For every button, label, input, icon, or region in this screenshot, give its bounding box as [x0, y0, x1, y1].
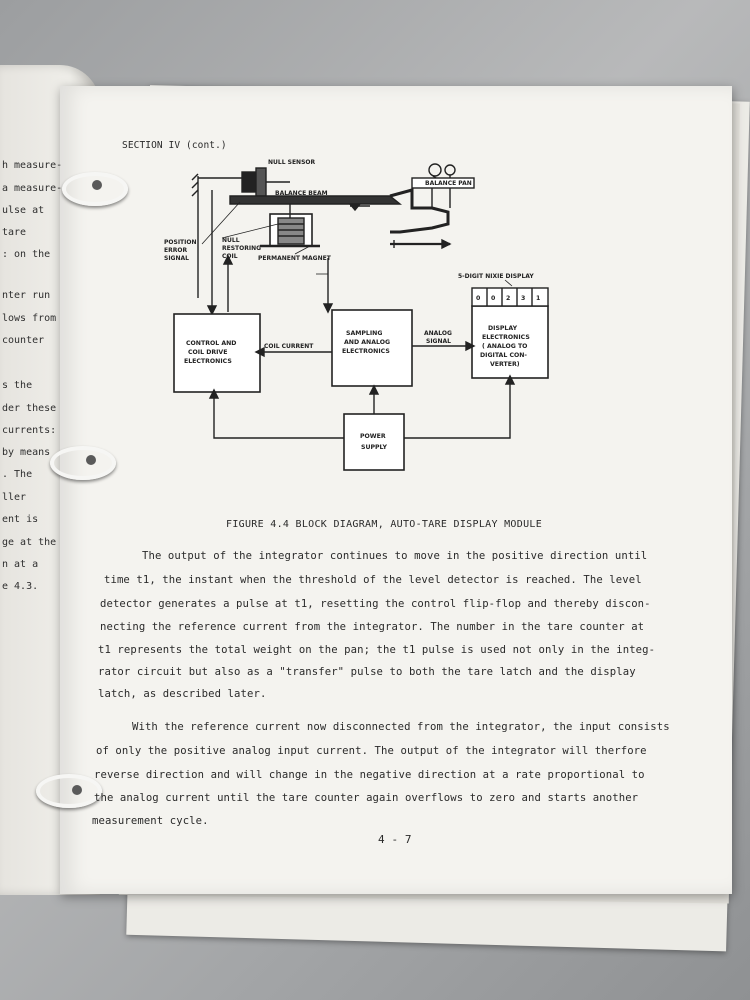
sampling-box-line: SAMPLING — [346, 330, 383, 337]
left-fragment: h measure- — [2, 160, 63, 171]
control-box-line: ELECTRONICS — [184, 358, 232, 365]
control-box-line: COIL DRIVE — [188, 349, 228, 356]
display-box-line: DIGITAL CON- — [480, 352, 527, 359]
paragraph-2-line: reverse direction and will change in the negative direction at a rate proportional to — [94, 769, 645, 781]
left-fragment: : on the — [2, 249, 51, 260]
left-fragment: by means — [2, 447, 51, 458]
binder-ring-middle — [50, 446, 116, 480]
display-box-line: VERTER) — [490, 361, 520, 368]
nixie-digit: 1 — [536, 295, 541, 302]
page-number: 4 - 7 — [378, 833, 412, 846]
label-signal: SIGNAL — [164, 255, 189, 262]
sampling-box-line: ELECTRONICS — [342, 348, 390, 355]
left-fragment: tare — [2, 227, 27, 238]
binder-ring-bottom — [36, 774, 102, 808]
label-coil-current: COIL CURRENT — [264, 343, 314, 350]
left-fragment: currents: — [2, 425, 57, 436]
left-fragment: counter — [2, 335, 45, 346]
paragraph-2-line: With the reference current now disconnected from the integrator, the input consists — [132, 721, 670, 733]
power-box-line: SUPPLY — [361, 444, 388, 451]
figure-caption: FIGURE 4.4 BLOCK DIAGRAM, AUTO-TARE DISPLAY MODULE — [226, 519, 543, 530]
paragraph-1-line: The output of the integrator continues to move in the positive direction until — [142, 550, 648, 562]
left-fragment: . The — [2, 469, 33, 480]
section-header: SECTION IV (cont.) — [122, 140, 227, 151]
left-fragment: s the — [2, 380, 33, 391]
left-fragment: n at a — [2, 559, 39, 570]
binder-ring-top — [62, 172, 128, 206]
left-fragment: der these — [2, 403, 57, 414]
paragraph-1-line: necting the reference current from the integrator. The number in the tare counter at — [100, 621, 645, 633]
control-box-line: CONTROL AND — [186, 340, 237, 347]
label-balance-pan: BALANCE PAN — [425, 180, 472, 187]
display-box-line: DISPLAY — [488, 325, 518, 332]
label-analog: ANALOG — [424, 330, 452, 337]
sampling-box-line: AND ANALOG — [344, 339, 391, 346]
nixie-digit: 0 — [491, 295, 496, 302]
paragraph-2-line: of only the positive analog input current. The output of the integrator will therfore — [96, 745, 647, 757]
left-fragment: a measure- — [2, 183, 63, 194]
label-nixie-display: 5-DIGIT NIXIE DISPLAY — [458, 273, 534, 280]
paragraph-1-line: latch, as described later. — [98, 688, 267, 700]
nixie-digit: 0 — [476, 295, 481, 302]
paragraph-2-line: the analog current until the tare counter again overflows to zero and starts another — [94, 792, 639, 804]
left-fragment: nter run — [2, 290, 51, 301]
left-fragment: ent is — [2, 514, 39, 525]
label-permanent-magnet: PERMANENT MAGNET — [258, 255, 331, 262]
nixie-digit: 2 — [506, 295, 511, 302]
paragraph-2-line: measurement cycle. — [92, 815, 209, 827]
label-error: ERROR — [164, 247, 188, 254]
label-position: POSITION — [164, 239, 197, 246]
label-null: NULL — [222, 237, 240, 244]
nixie-digit: 3 — [521, 295, 526, 302]
label-signal-2: SIGNAL — [426, 338, 451, 345]
label-balance-beam: BALANCE BEAM — [275, 190, 328, 197]
power-box-line: POWER — [360, 433, 386, 440]
paragraph-1-line: t1 represents the total weight on the pan; the t1 pulse is used not only in the integ- — [98, 644, 656, 656]
label-restoring: RESTORING — [222, 245, 262, 252]
display-box-line: ( ANALOG TO — [482, 343, 528, 350]
left-fragment: lows from — [2, 313, 57, 324]
paragraph-1-line: detector generates a pulse at t1, resetting the control flip-flop and thereby discon- — [100, 598, 651, 610]
left-fragment: ller — [2, 492, 27, 503]
left-fragment: e 4.3. — [2, 581, 39, 592]
label-null-sensor: NULL SENSOR — [268, 159, 316, 166]
left-fragment: ge at the — [2, 537, 57, 548]
paragraph-1-line: time t1, the instant when the threshold of the level detector is reached. The level — [104, 574, 642, 586]
display-box-line: ELECTRONICS — [482, 334, 530, 341]
label-coil: COIL — [222, 253, 238, 260]
left-fragment: ulse at — [2, 205, 45, 216]
paragraph-1-line: rator circuit but also as a "transfer" pulse to both the tare latch and the display — [98, 666, 636, 678]
block-diagram — [150, 150, 560, 480]
